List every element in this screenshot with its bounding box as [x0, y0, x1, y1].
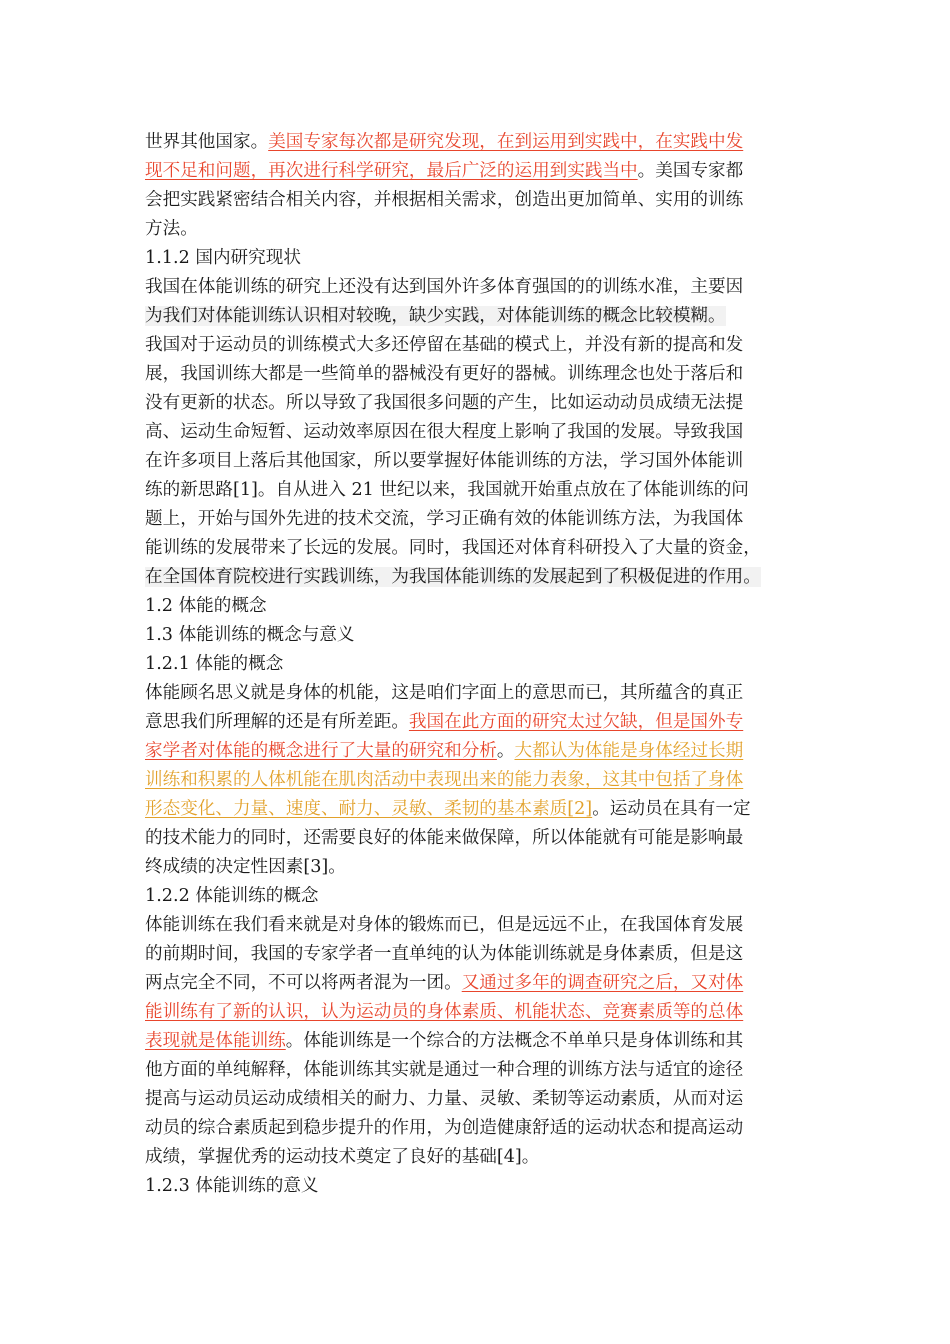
text-segment: 1.2.2 体能训练的概念: [145, 886, 319, 906]
text-line: [145, 621, 800, 650]
text-line: [145, 969, 800, 998]
text-line: [145, 882, 800, 911]
text-line: [145, 157, 800, 186]
text-segment: 在许多项目上落后其他国家，所以要掌握好体能训练的方法，学习国外体能训: [145, 451, 744, 471]
highlighted-text-segment: 表现就是体能训练: [145, 1031, 286, 1051]
text-line: [145, 476, 800, 505]
text-line: [145, 331, 800, 360]
text-segment: 提高与运动员运动成绩相关的耐力、力量、灵敏、柔韧等运动素质，从而对运: [145, 1089, 744, 1109]
text-segment: 动员的综合素质起到稳步提升的作用，为创造健康舒适的运动状态和提高运动: [145, 1118, 744, 1138]
text-line: [145, 940, 800, 969]
text-line: [145, 534, 800, 563]
text-line: [145, 563, 800, 592]
text-segment: 高、运动生命短暂、运动效率原因在很大程度上影响了我国的发展。导致我国: [145, 422, 744, 442]
text-segment: 展，我国训练大都是一些简单的器械没有更好的器械。训练理念也处于落后和: [145, 364, 744, 384]
text-segment: 能训练的发展带来了长远的发展。同时，我国还对体育科研投入了大量的资金，: [145, 538, 761, 558]
shaded-text-segment: 为我们对体能训练认识相对较晚，缺少实践，对体能训练的概念比较模糊。: [145, 306, 726, 326]
text-line: [145, 679, 800, 708]
text-line: [145, 128, 800, 157]
text-line: [145, 418, 800, 447]
text-line: [145, 998, 800, 1027]
text-segment: 没有更新的状态。所以导致了我国很多问题的产生，比如运动动员成绩无法提: [145, 393, 744, 413]
text-segment: 我国在体能训练的研究上还没有达到国外许多体育强国的的训练水准，主要因: [145, 277, 744, 297]
text-segment: 意思我们所理解的还是有所差距。: [145, 712, 409, 732]
highlighted-text-segment: 又通过多年的调查研究之后，又对体: [461, 973, 744, 993]
text-line: [145, 1056, 800, 1085]
text-segment: 1.1.2 国内研究现状: [145, 248, 301, 268]
text-segment: 题上，开始与国外先进的技术交流，学习正确有效的体能训练方法，为我国体: [145, 509, 744, 529]
text-line: [145, 1114, 800, 1143]
text-line: [145, 273, 800, 302]
text-segment: 体能顾名思义就是身体的机能，这是咱们字面上的意思而已，其所蕴含的真正: [145, 683, 744, 703]
shaded-text-segment: 在全国体育院校进行实践训练，为我国体能训练的发展起到了积极促进的作用。: [145, 567, 761, 587]
highlighted-text-segment: 我国在此方面的研究太过欠缺，但是国外专: [408, 712, 744, 732]
text-segment: 。运动员在具有一定: [592, 799, 751, 819]
text-line: [145, 1172, 800, 1201]
text-line: [145, 1143, 800, 1172]
text-segment: 他方面的单纯解释，体能训练其实就是通过一种合理的训练方法与适宜的途径: [145, 1060, 744, 1080]
text-line: [145, 708, 800, 737]
text-segment: 终成绩的决定性因素[3]。: [145, 857, 346, 877]
text-line: [145, 360, 800, 389]
document-body: [145, 128, 800, 1201]
text-segment: 练的新思路[1]。自从进入 21 世纪以来，我国就开始重点放在了体能训练的问: [145, 480, 749, 500]
text-segment: 1.2 体能的概念: [145, 596, 267, 616]
text-line: [145, 824, 800, 853]
text-line: [145, 911, 800, 940]
text-line: [145, 650, 800, 679]
text-line: [145, 244, 800, 273]
text-segment: 我国对于运动员的训练模式大多还停留在基础的模式上，并没有新的提高和发: [145, 335, 744, 355]
text-segment: 成绩，掌握优秀的运动技术奠定了良好的基础[4]。: [145, 1147, 540, 1167]
text-segment: 1.2.3 体能训练的意义: [145, 1176, 319, 1196]
text-line: [145, 186, 800, 215]
text-segment: 体能训练在我们看来就是对身体的锻炼而已，但是远远不止，在我国体育发展: [145, 915, 744, 935]
text-line: [145, 215, 800, 244]
text-segment: 1.3 体能训练的概念与意义: [145, 625, 355, 645]
text-line: [145, 1085, 800, 1114]
text-line: [145, 853, 800, 882]
text-segment: 方法。: [145, 219, 198, 239]
highlighted-text-segment: 美国专家每次都是研究发现，在到运用到实践中，在实践中发: [268, 132, 744, 152]
text-line: [145, 302, 800, 331]
text-segment: 。美国专家都: [637, 161, 744, 181]
text-line: [145, 389, 800, 418]
text-segment: 1.2.1 体能的概念: [145, 654, 284, 674]
highlighted-text-segment: 大都认为体能是身体经过长期: [514, 741, 744, 761]
text-segment: 世界其他国家。: [145, 132, 269, 152]
text-segment: 两点完全不同，不可以将两者混为一团。: [145, 973, 462, 993]
highlighted-text-segment: 训练和积累的人体机能在肌肉活动中表现出来的能力表象，这其中包括了身体: [145, 770, 744, 790]
text-segment: 。: [496, 741, 515, 761]
text-segment: 的技术能力的同时，还需要良好的体能来做保障，所以体能就有可能是影响最: [145, 828, 744, 848]
text-line: [145, 592, 800, 621]
text-line: [145, 1027, 800, 1056]
text-line: [145, 505, 800, 534]
highlighted-text-segment: 形态变化、力量、速度、耐力、灵敏、柔韧的基本素质[2]: [145, 799, 593, 819]
highlighted-text-segment: 现不足和问题，再次进行科学研究，最后广泛的运用到实践当中: [145, 161, 638, 181]
text-line: [145, 447, 800, 476]
highlighted-text-segment: 能训练有了新的认识，认为运动员的身体素质、机能状态、竞赛素质等的总体: [145, 1002, 744, 1022]
text-line: [145, 737, 800, 766]
text-segment: 。体能训练是一个综合的方法概念不单单只是身体训练和其: [285, 1031, 744, 1051]
text-line: [145, 766, 800, 795]
text-segment: 的前期时间，我国的专家学者一直单纯的认为体能训练就是身体素质，但是这: [145, 944, 744, 964]
highlighted-text-segment: 家学者对体能的概念进行了大量的研究和分析: [145, 741, 497, 761]
text-line: [145, 795, 800, 824]
text-segment: 会把实践紧密结合相关内容，并根据相关需求，创造出更加简单、实用的训练: [145, 190, 744, 210]
